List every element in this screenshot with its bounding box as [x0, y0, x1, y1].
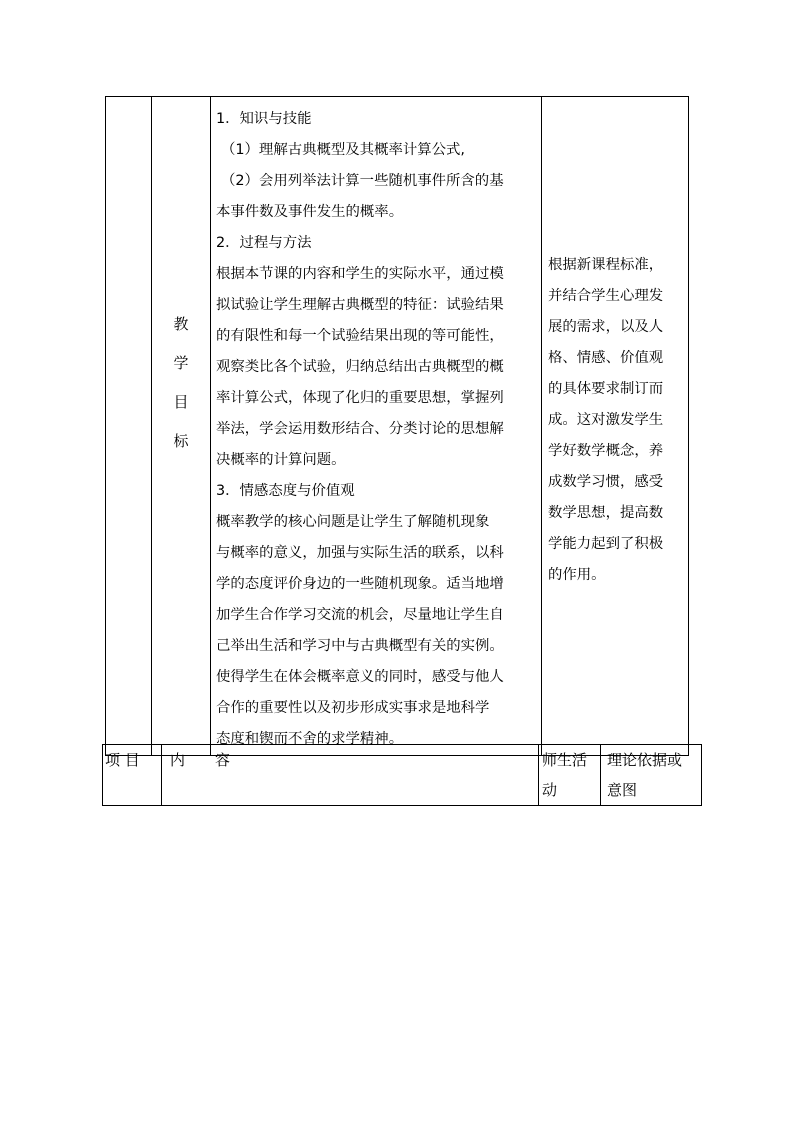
content-line: 2．过程与方法 [216, 235, 312, 251]
label-char: 标 [173, 432, 189, 450]
rationale-line: 根据新课程标准， [548, 257, 664, 273]
lesson-header-table [102, 744, 702, 806]
rationale-line: 展的需求，以及人 [548, 319, 664, 335]
rationale-cell [542, 97, 689, 756]
content-line: 学的态度评价身边的一些随机现象。适当地增 [216, 576, 504, 592]
content-line: 使得学生在体会概率意义的同时，感受与他人 [216, 669, 504, 685]
content-line: 率计算公式，体现了化归的重要思想，掌握列 [216, 390, 504, 406]
content-line: 拟试验让学生理解古典概型的特征：试验结果 [216, 297, 504, 313]
content-line: 举法，学会运用数形结合、分类讨论的思想解 [216, 421, 504, 437]
content-line: （1）理解古典概型及其概率计算公式, [221, 142, 465, 158]
header-rationale-line: 理论依据或 [607, 751, 683, 769]
header-content: 内 容 [162, 745, 539, 806]
rationale-line: 成数学习惯，感受 [548, 474, 664, 490]
content-line: （2）会用列举法计算一些随机事件所含的基 [221, 173, 504, 189]
label-char: 教 [173, 315, 189, 333]
blank-cell [106, 97, 152, 756]
content-line: 3．情感态度与价值观 [216, 483, 355, 499]
rationale-line: 的作用。 [548, 567, 606, 583]
content-line: 1．知识与技能 [216, 111, 312, 127]
header-rationale-line: 意图 [607, 781, 638, 799]
rationale-line: 学好数学概念，养 [548, 443, 664, 459]
content-line: 态度和锲而不舍的求学精神。 [216, 731, 404, 747]
header-item: 项 目 [103, 745, 162, 806]
header-activity [539, 745, 601, 806]
content-line: 概率教学的核心问题是让学生了解随机现象 [216, 514, 490, 530]
rationale-line: 并结合学生心理发 [548, 288, 664, 304]
rationale-line: 数学思想，提高数 [548, 505, 664, 521]
content-line: 本事件数及事件发生的概率。 [216, 204, 404, 220]
content-line: 己举出生活和学习中与古典概型有关的实例。 [216, 638, 504, 654]
rationale-line: 学能力起到了积极 [548, 536, 664, 552]
rationale-line: 成。这对激发学生 [548, 412, 664, 428]
content-line: 与概率的意义，加强与实际生活的联系，以科 [216, 545, 504, 561]
goals-label-cell [152, 97, 211, 756]
content-line: 合作的重要性以及初步形成实事求是地科学 [216, 700, 490, 716]
rationale-line: 格、情感、价值观 [548, 350, 664, 366]
table-row [106, 97, 689, 756]
content-line: 根据本节课的内容和学生的实际水平，通过模 [216, 266, 504, 282]
header-activity-line: 师生活 [542, 751, 588, 769]
content-line: 观察类比各个试验，归纳总结出古典概型的概 [216, 359, 504, 375]
content-line: 的有限性和每一个试验结果出现的等可能性， [216, 328, 504, 344]
header-rationale [601, 745, 702, 806]
content-line: 决概率的计算问题。 [216, 452, 346, 468]
goals-content-cell [211, 97, 542, 756]
table-row [103, 745, 702, 806]
rationale-line: 的具体要求制订而 [548, 381, 664, 397]
label-char: 目 [173, 393, 189, 411]
teaching-goals-table [105, 96, 689, 756]
header-activity-line: 动 [542, 781, 558, 799]
content-line: 加学生合作学习交流的机会，尽量地让学生自 [216, 607, 504, 623]
label-char: 学 [173, 354, 189, 372]
